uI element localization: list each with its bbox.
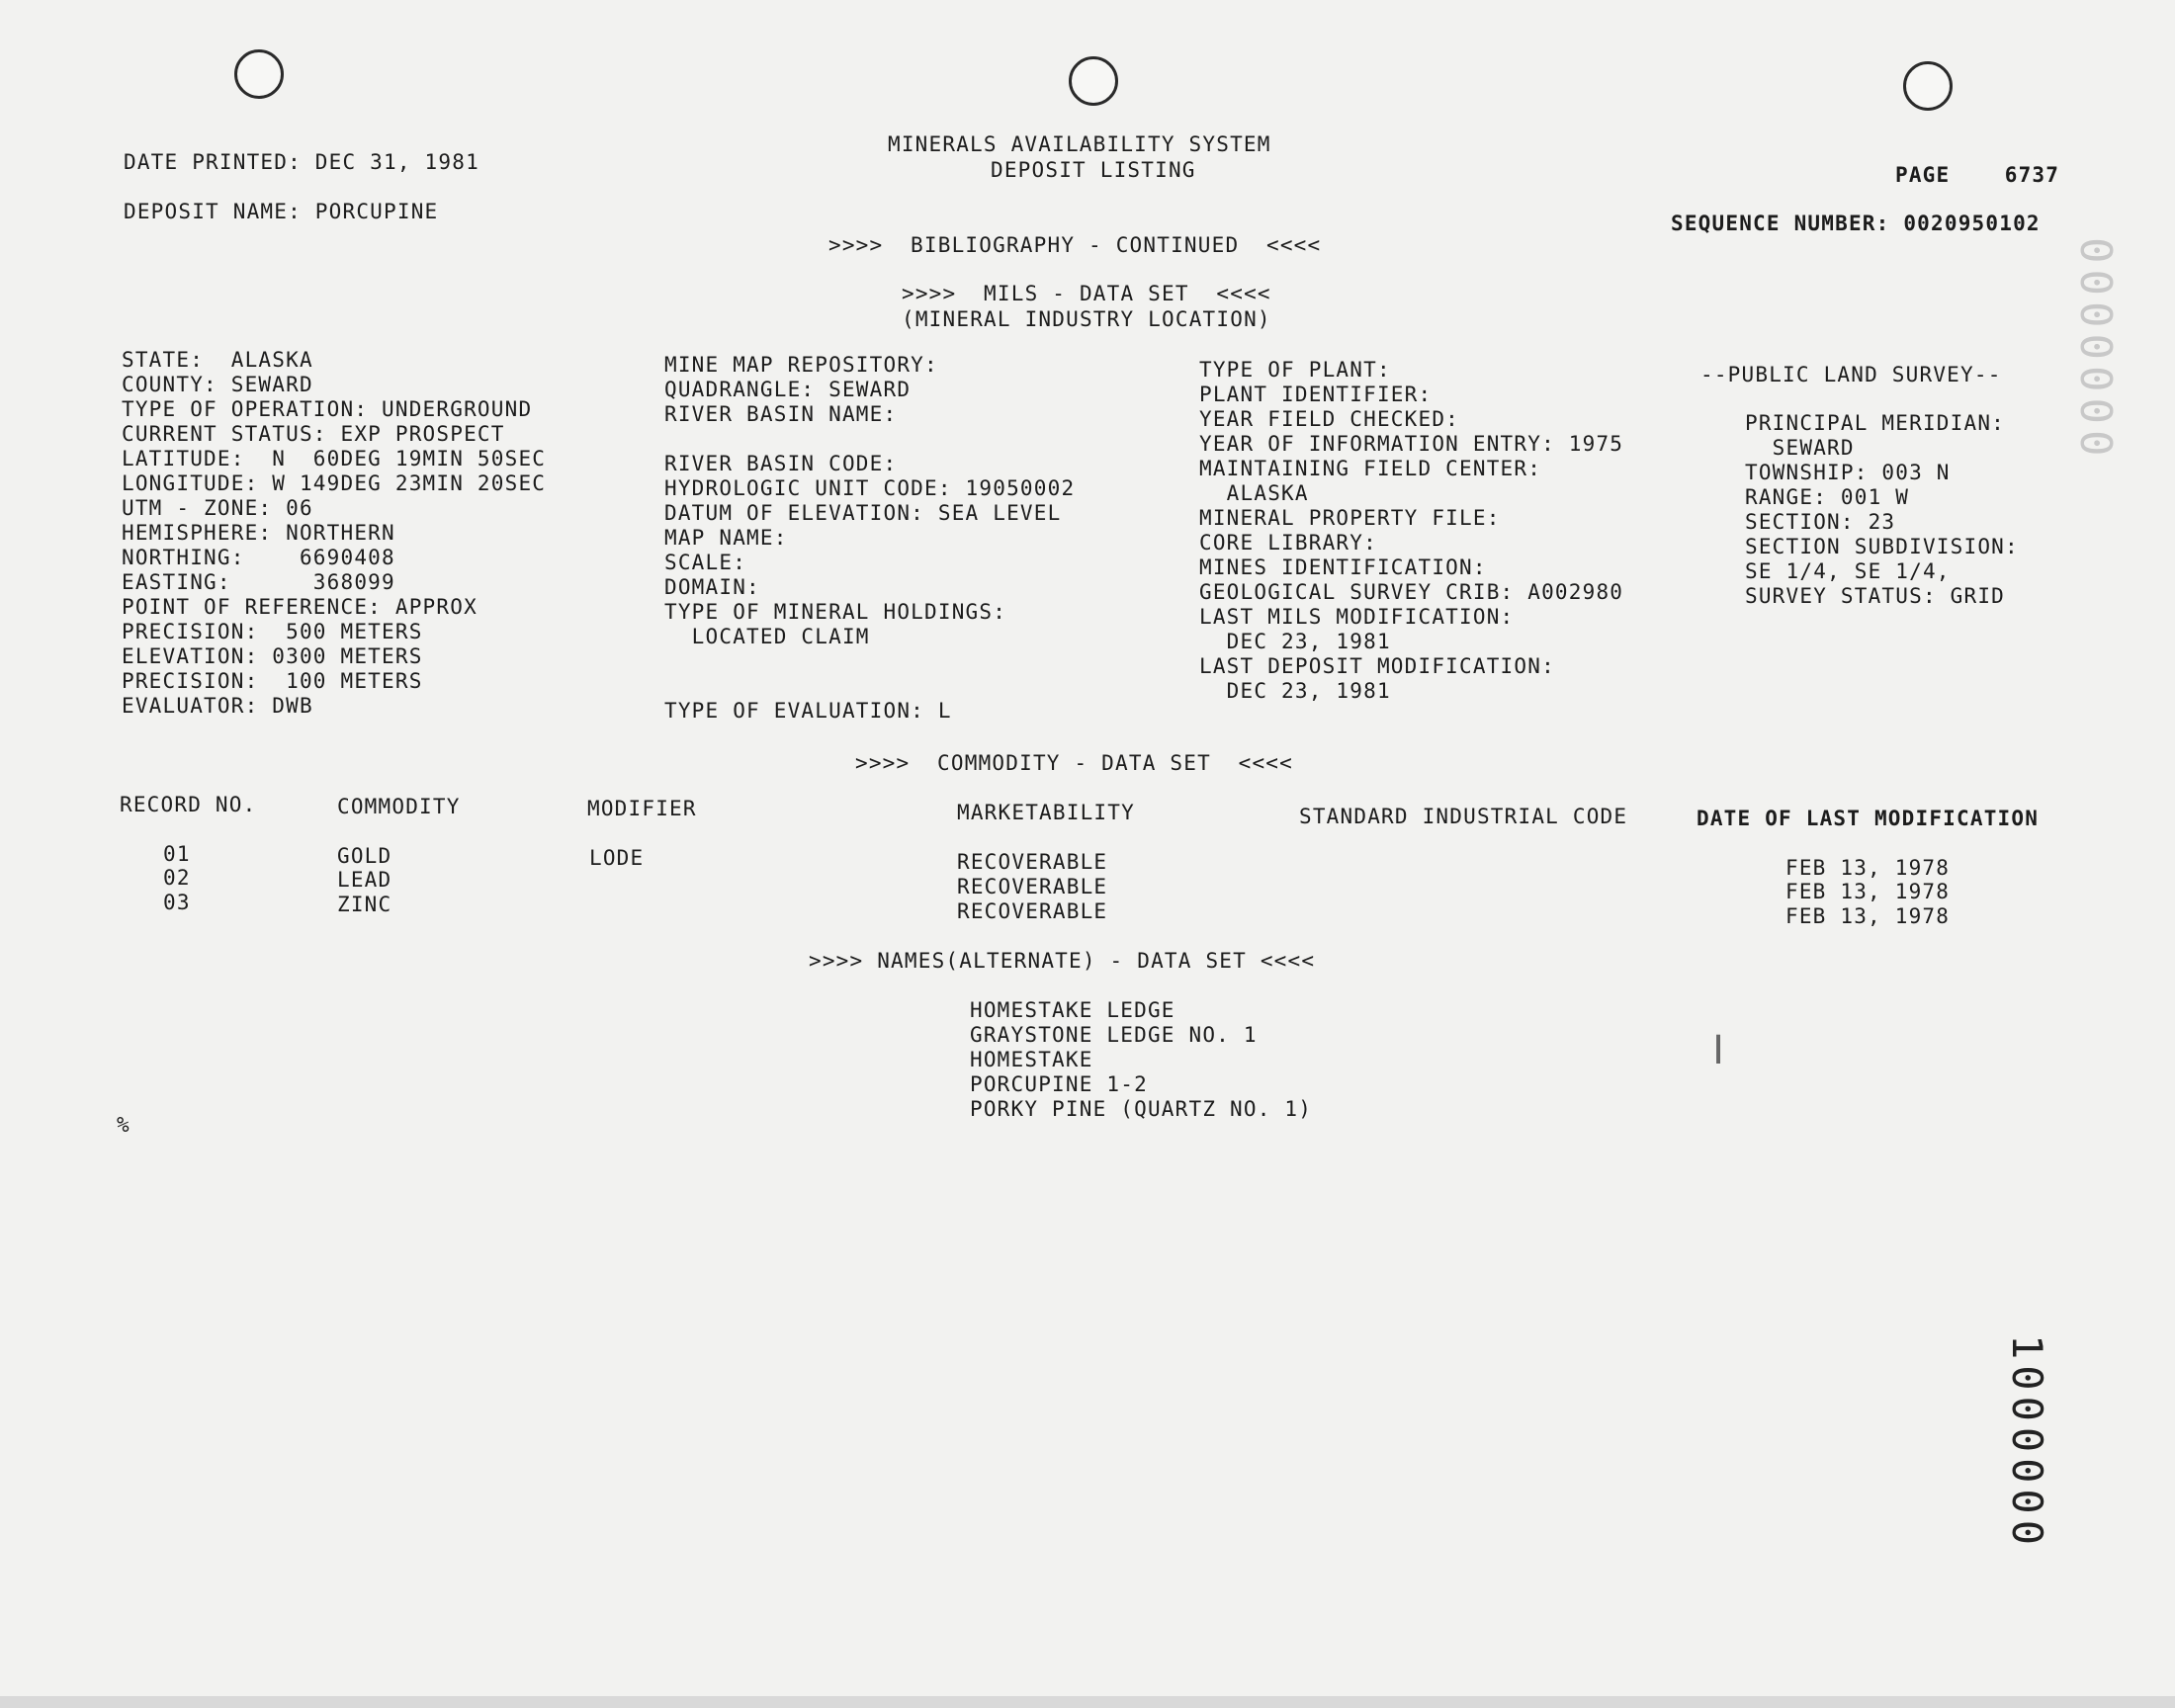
- date-printed: DATE PRINTED: DEC 31, 1981: [124, 150, 479, 174]
- binder-hole-center: [1069, 56, 1118, 106]
- row-2-record: 02: [163, 866, 191, 890]
- alternate-name: PORCUPINE 1-2: [970, 1072, 1148, 1096]
- mils-column-1: [122, 348, 546, 719]
- field-line: RIVER BASIN CODE:: [664, 452, 898, 475]
- field-line: TYPE OF OPERATION: UNDERGROUND: [122, 397, 533, 421]
- field-line: DATUM OF ELEVATION: SEA LEVEL: [664, 501, 1062, 525]
- field-line: HYDROLOGIC UNIT CODE: 19050002: [664, 476, 1076, 500]
- row-3-commodity: ZINC: [337, 893, 392, 916]
- field-line: ALASKA: [1199, 481, 1309, 505]
- mils-column-2: [664, 353, 1075, 724]
- row-2-marketability: RECOVERABLE: [957, 875, 1108, 898]
- end-marker: %: [117, 1113, 130, 1137]
- field-line: PRINCIPAL MERIDIAN:: [1745, 411, 2006, 435]
- bibliography-heading: >>>> BIBLIOGRAPHY - CONTINUED <<<<: [828, 233, 1322, 257]
- field-line: PRECISION: 100 METERS: [122, 669, 423, 693]
- side-code: 1000000: [2003, 1334, 2051, 1552]
- field-line: LATITUDE: N 60DEG 19MIN 50SEC: [122, 447, 547, 470]
- field-line: MINE MAP REPOSITORY:: [664, 353, 938, 377]
- field-line: TYPE OF PLANT:: [1199, 358, 1391, 382]
- field-line: DOMAIN:: [664, 575, 760, 599]
- mils-subheading: (MINERAL INDUSTRY LOCATION): [902, 307, 1271, 331]
- alternate-name: HOMESTAKE: [970, 1048, 1093, 1071]
- field-line: GEOLOGICAL SURVEY CRIB: A002980: [1199, 580, 1624, 604]
- field-line: SURVEY STATUS: GRID: [1745, 584, 2006, 608]
- field-line: YEAR OF INFORMATION ENTRY: 1975: [1199, 432, 1624, 456]
- field-line: STATE: ALASKA: [122, 348, 313, 372]
- row-1-record: 01: [163, 842, 191, 866]
- field-line: DEC 23, 1981: [1199, 630, 1391, 653]
- field-line: UTM - ZONE: 06: [122, 496, 313, 520]
- field-line: [664, 674, 1075, 699]
- field-line: [664, 649, 1075, 674]
- field-line: MINERAL PROPERTY FILE:: [1199, 506, 1501, 530]
- row-1-modifier: LODE: [589, 846, 645, 870]
- field-line: TYPE OF EVALUATION: L: [664, 699, 952, 723]
- row-1-marketability: RECOVERABLE: [957, 850, 1108, 874]
- field-line: [664, 427, 1075, 452]
- row-1-date: FEB 13, 1978: [1785, 856, 1951, 880]
- mils-heading: >>>> MILS - DATA SET <<<<: [902, 282, 1271, 305]
- alternate-name: PORKY PINE (QUARTZ NO. 1): [970, 1097, 1313, 1121]
- field-line: NORTHING: 6690408: [122, 546, 395, 569]
- deposit-name: DEPOSIT NAME: PORCUPINE: [124, 200, 439, 223]
- field-line: HEMISPHERE: NORTHERN: [122, 521, 395, 545]
- row-2-commodity: LEAD: [337, 868, 392, 892]
- field-line: SEWARD: [1745, 436, 1855, 460]
- field-line: SECTION: 23: [1745, 510, 1896, 534]
- field-line: EVALUATOR: DWB: [122, 694, 313, 718]
- pen-mark: ǀ: [1706, 1028, 1731, 1073]
- field-line: MINES IDENTIFICATION:: [1199, 555, 1487, 579]
- field-line: ELEVATION: 0300 METERS: [122, 644, 423, 668]
- field-line: RANGE: 001 W: [1745, 485, 1910, 509]
- header-modifier: MODIFIER: [587, 797, 697, 820]
- field-line: DEC 23, 1981: [1199, 679, 1391, 703]
- mils-column-4: [1745, 411, 2019, 609]
- row-3-record: 03: [163, 891, 191, 914]
- binder-hole-right: [1903, 61, 1953, 111]
- field-line: PLANT IDENTIFIER:: [1199, 383, 1433, 406]
- field-line: LOCATED CLAIM: [664, 625, 870, 648]
- page-number: PAGE 6737: [1895, 163, 2060, 187]
- alternate-name: HOMESTAKE LEDGE: [970, 998, 1175, 1022]
- header-commodity: COMMODITY: [337, 795, 461, 818]
- field-line: POINT OF REFERENCE: APPROX: [122, 595, 478, 619]
- public-land-survey-title: --PUBLIC LAND SURVEY--: [1700, 363, 2002, 386]
- commodity-heading: >>>> COMMODITY - DATA SET <<<<: [855, 751, 1293, 775]
- field-line: MAP NAME:: [664, 526, 788, 550]
- header-record: RECORD NO.: [120, 793, 257, 816]
- field-line: QUADRANGLE: SEWARD: [664, 378, 912, 401]
- field-line: LAST DEPOSIT MODIFICATION:: [1199, 654, 1555, 678]
- field-line: SCALE:: [664, 551, 747, 574]
- listing-title: DEPOSIT LISTING: [991, 158, 1196, 182]
- field-line: RIVER BASIN NAME:: [664, 402, 898, 426]
- field-line: TOWNSHIP: 003 N: [1745, 461, 1951, 484]
- system-title: MINERALS AVAILABILITY SYSTEM: [888, 132, 1271, 156]
- field-line: COUNTY: SEWARD: [122, 373, 313, 396]
- field-line: CURRENT STATUS: EXP PROSPECT: [122, 422, 505, 446]
- field-line: LAST MILS MODIFICATION:: [1199, 605, 1515, 629]
- field-line: LONGITUDE: W 149DEG 23MIN 20SEC: [122, 471, 547, 495]
- row-3-marketability: RECOVERABLE: [957, 899, 1108, 923]
- field-line: TYPE OF MINERAL HOLDINGS:: [664, 600, 1007, 624]
- field-line: PRECISION: 500 METERS: [122, 620, 423, 643]
- row-1-commodity: GOLD: [337, 844, 392, 868]
- row-2-date: FEB 13, 1978: [1785, 880, 1951, 903]
- field-line: YEAR FIELD CHECKED:: [1199, 407, 1460, 431]
- faint-side-code: 0000000: [2070, 237, 2121, 463]
- row-3-date: FEB 13, 1978: [1785, 904, 1951, 928]
- header-marketability: MARKETABILITY: [957, 801, 1135, 824]
- alternate-name: GRAYSTONE LEDGE NO. 1: [970, 1023, 1258, 1047]
- field-line: EASTING: 368099: [122, 570, 395, 594]
- header-date: DATE OF LAST MODIFICATION: [1696, 807, 2040, 830]
- field-line: SECTION SUBDIVISION:: [1745, 535, 2019, 558]
- mils-column-3: [1199, 358, 1623, 704]
- sequence-number: SEQUENCE NUMBER: 0020950102: [1671, 212, 2041, 235]
- names-heading: >>>> NAMES(ALTERNATE) - DATA SET <<<<: [809, 949, 1316, 973]
- field-line: SE 1/4, SE 1/4,: [1745, 559, 1951, 583]
- field-line: CORE LIBRARY:: [1199, 531, 1377, 555]
- binder-hole-left: [234, 49, 284, 99]
- header-sic: STANDARD INDUSTRIAL CODE: [1299, 805, 1628, 828]
- field-line: MAINTAINING FIELD CENTER:: [1199, 457, 1542, 480]
- alternate-names-list: [970, 998, 1312, 1122]
